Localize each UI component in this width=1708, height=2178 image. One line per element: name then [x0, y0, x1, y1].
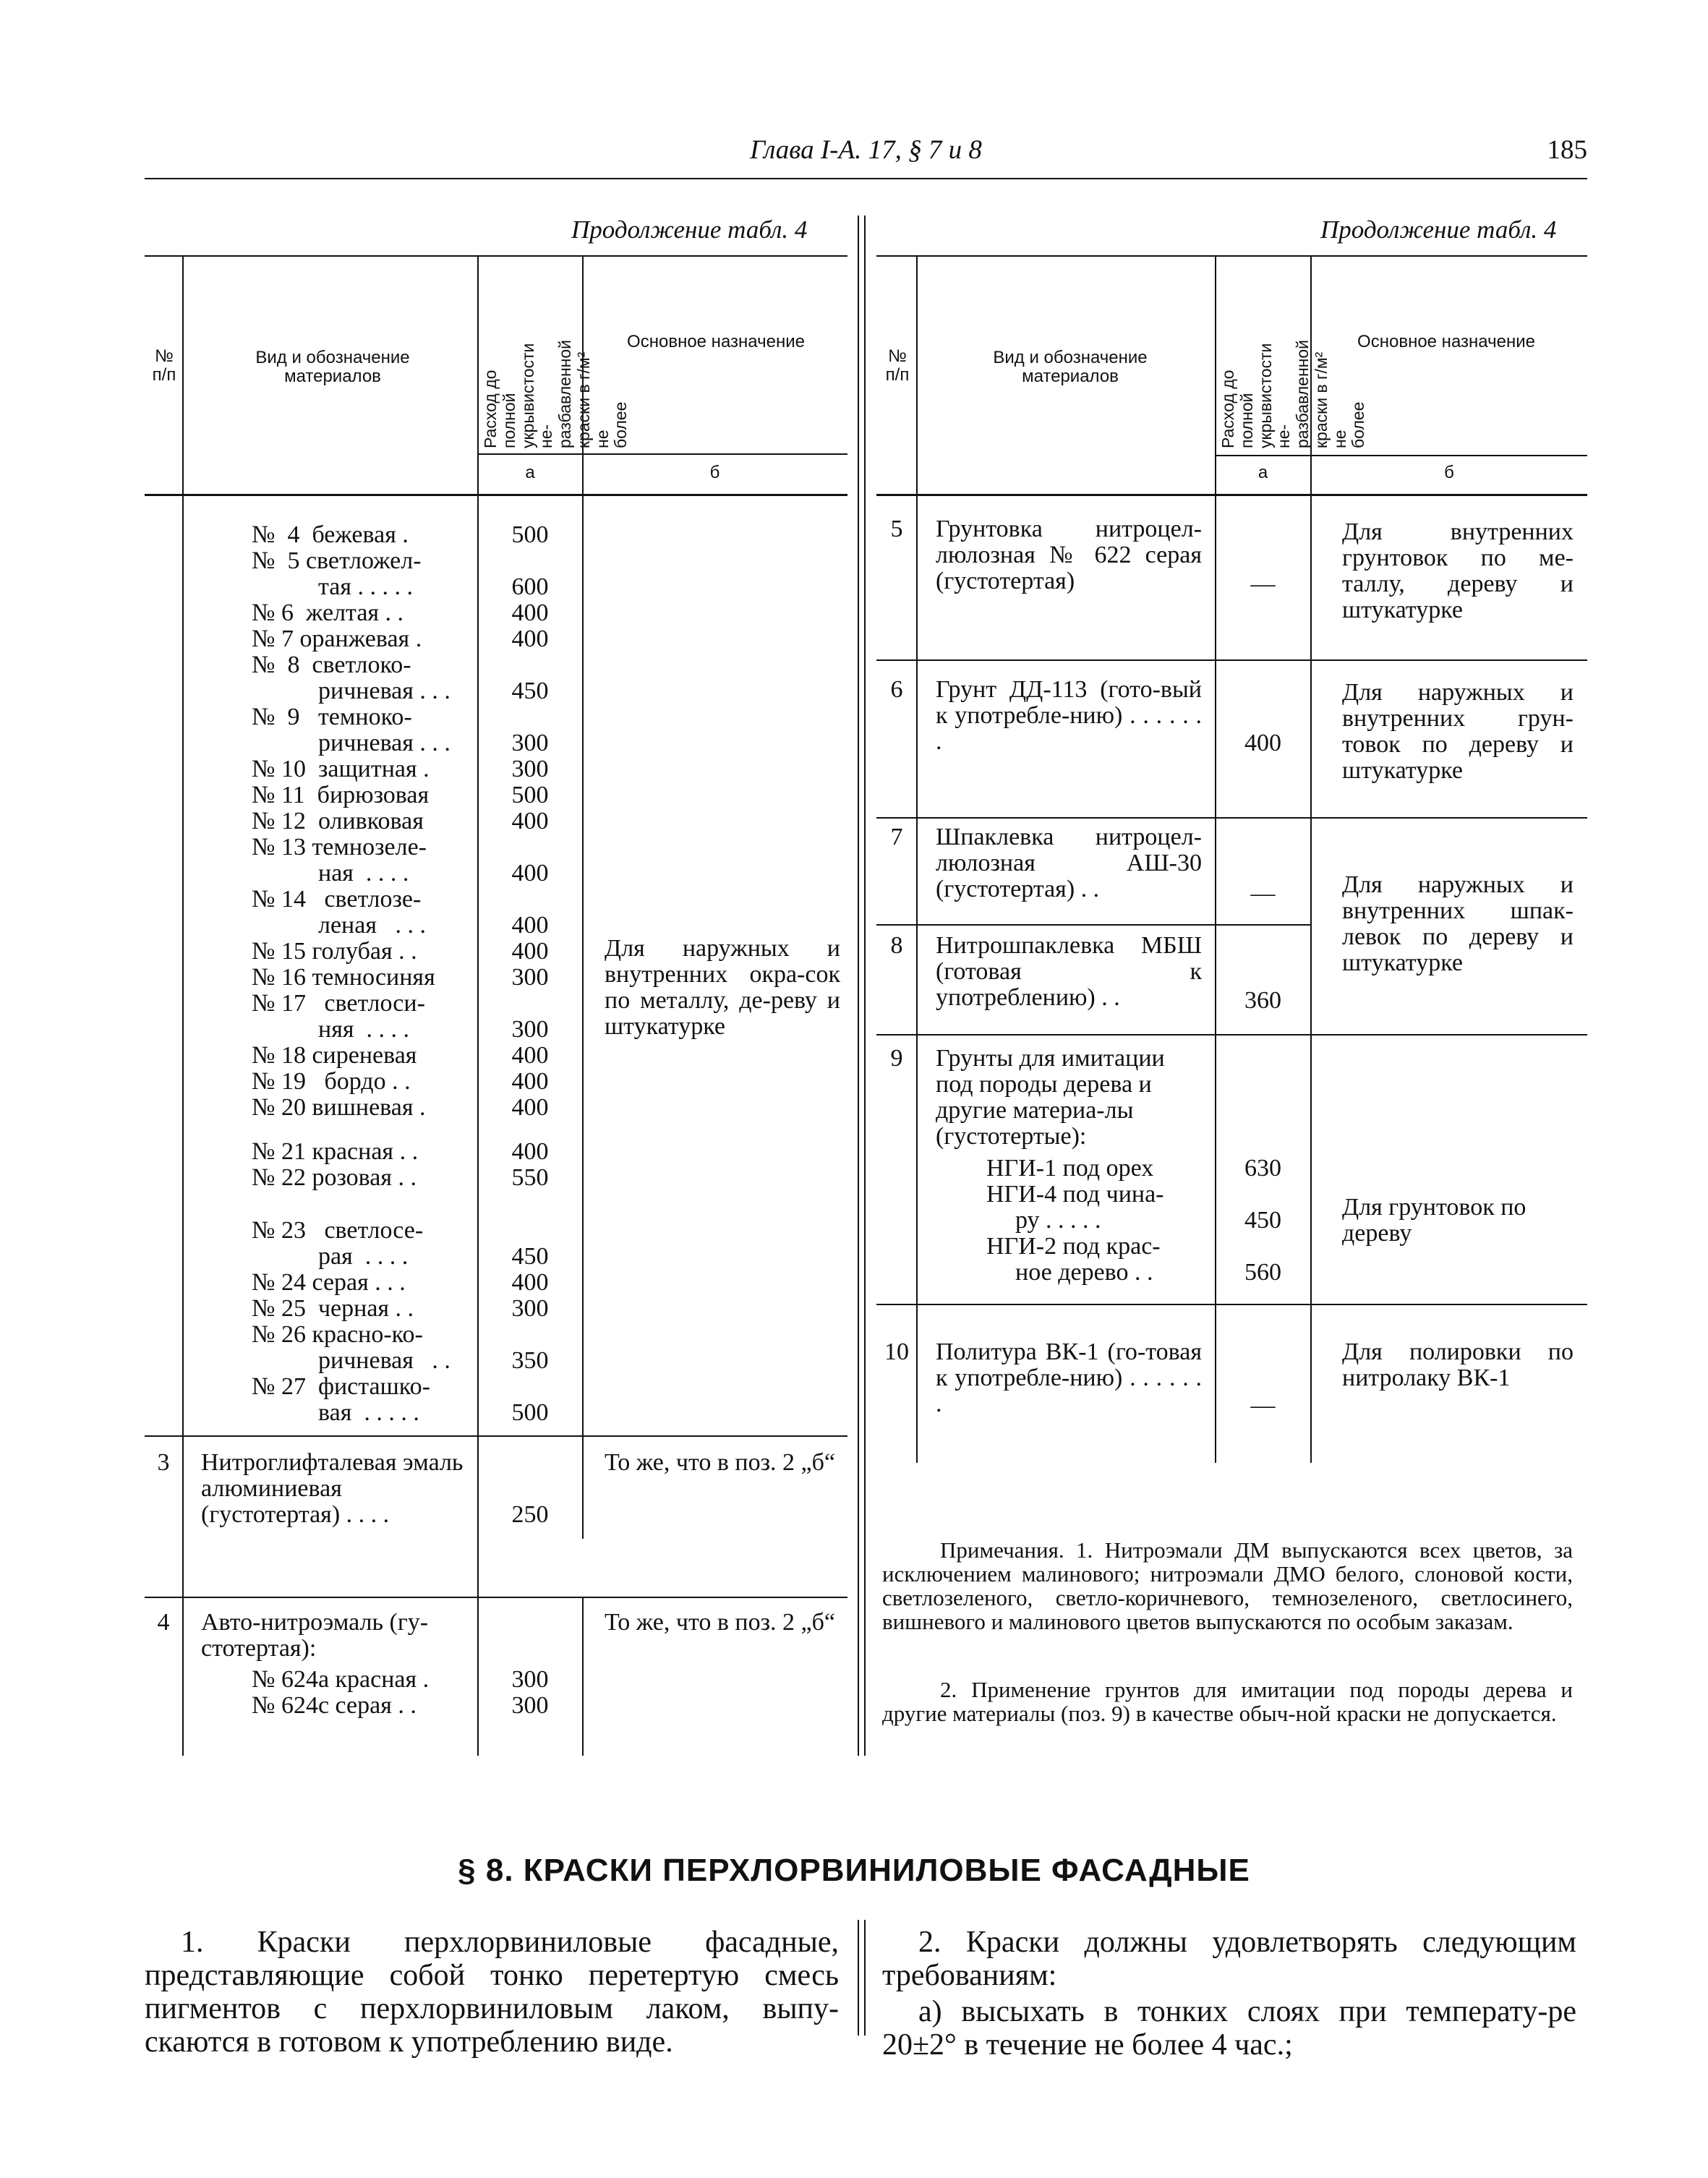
color-item: вая . . . . .: [318, 1399, 419, 1426]
note-2: 2. Применение грунтов для имитации под породы дерева и другие материалы (поз. 9) в качестве обыч-ной краски не допускается.: [882, 1677, 1573, 1726]
col-header-num: № п/п: [152, 346, 176, 385]
color-item: № 7 оранжевая .: [252, 625, 422, 652]
header-rule: [145, 178, 1587, 179]
rate-value: 400: [511, 808, 549, 834]
center-divider: [864, 215, 866, 1756]
rate-value: 400: [511, 938, 549, 965]
color-item: № 11 бирюзовая: [252, 782, 430, 808]
color-item: ричневая . . .: [318, 678, 451, 704]
section-paragraph-2a: а) высыхать в тонких слоях при температу-ре 20±2° в течение не более 4 час.;: [882, 1995, 1576, 2062]
col-header-purpose: Основное назначение: [1357, 332, 1535, 351]
row-material: Грунты для имитации под породы дерева и другие материа-лы (густотертые):: [936, 1045, 1165, 1150]
color-item: № 24 серая . . .: [252, 1269, 406, 1296]
col-rule: [182, 255, 184, 1756]
section-title: § 8. КРАСКИ ПЕРХЛОРВИНИЛОВЫЕ ФАСАДНЫЕ: [458, 1853, 1250, 1888]
col-rule: [582, 1597, 584, 1756]
row-material: Грунтовка нитроцел-люлозная № 622 серая (густотертая): [936, 516, 1202, 594]
color-item: № 25 черная . .: [252, 1295, 414, 1322]
rate-value: 360: [1244, 987, 1281, 1014]
continuation-right: Продолжение табл. 4: [1320, 215, 1557, 244]
color-item: № 19 бордо . .: [252, 1068, 411, 1095]
rate-value: 450: [511, 678, 549, 704]
color-item: № 27 фисташко-: [252, 1373, 430, 1400]
sub-header-b: б: [1444, 463, 1454, 482]
col-header-material: Вид и обозначение материалов: [255, 348, 410, 387]
rate-value: 500: [511, 1399, 549, 1426]
rate-value: 400: [511, 599, 549, 626]
rate-value: 560: [1244, 1259, 1281, 1286]
row-number: 7: [890, 824, 903, 850]
row-number: 8: [890, 932, 903, 959]
row-purpose: Для наружных и внутренних шпак-левок по дереву и штукатурке: [1342, 871, 1574, 976]
color-item: № 17 светлоси-: [252, 990, 425, 1017]
row-material: Политура ВК-1 (го-товая к употребле-нию) . . . . . . .: [936, 1338, 1202, 1417]
row-material: Авто-нитроэмаль (гу-стотертая):: [201, 1609, 429, 1662]
row-purpose: То же, что в поз. 2 „б“: [605, 1449, 836, 1476]
color-item: ричневая . . .: [318, 730, 451, 756]
rate-value: 600: [511, 573, 549, 600]
rate-value: 550: [511, 1164, 549, 1191]
colors-purpose: Для наружных и внутренних окра-сок по металлу, де-реву и штукатурке: [605, 935, 840, 1040]
rate-value: —: [1250, 880, 1276, 907]
rate-value: 300: [511, 1016, 549, 1043]
column-divider: [858, 1920, 859, 2036]
sub-header-a: а: [525, 463, 535, 482]
table-sub-rule: [477, 453, 847, 455]
rate-value: —: [1250, 571, 1276, 597]
color-item: № 9 темноко-: [252, 704, 412, 730]
rate-value: 300: [511, 730, 549, 756]
color-item: № 22 розовая . .: [252, 1164, 417, 1191]
table-header-rule: [145, 494, 847, 496]
rate-value: 450: [1244, 1207, 1281, 1234]
rate-value: 400: [511, 1269, 549, 1296]
color-item: ная . . . .: [318, 860, 409, 887]
rate-value: 400: [511, 625, 549, 652]
rate-value: 300: [511, 1692, 549, 1719]
col-header-purpose: Основное назначение: [627, 332, 805, 351]
row-purpose: Для наружных и внутренних грун-товок по дереву и штукатурке: [1342, 679, 1574, 784]
row-rule: [876, 924, 1310, 926]
color-item: № 13 темнозеле-: [252, 834, 427, 860]
color-item: № 21 красная . .: [252, 1138, 419, 1165]
rate-value: —: [1250, 1392, 1276, 1419]
note-1: Примечания. 1. Нитроэмали ДМ выпускаются всех цветов, за исключением малинового; нитроэмали ДМО белого, слоновой кости, светлозеленого, светло-коричневого, темнозеленого, светлосинего, вишневого и малинового цветов выпускаются по особым заказам.: [882, 1537, 1573, 1634]
color-item: № 12 оливковая: [252, 808, 424, 834]
color-item: № 4 бежевая .: [252, 521, 409, 548]
rate-value: 500: [511, 521, 549, 548]
row-purpose: То же, что в поз. 2 „б“: [605, 1609, 836, 1636]
rate-value: 350: [511, 1347, 549, 1374]
row-number: 3: [157, 1449, 170, 1476]
color-item: рая . . . .: [318, 1243, 409, 1270]
section-paragraph-1: 1. Краски перхлорвиниловые фасадные, представляющие собой тонко перетертую смесь пигментов с перхлорвиниловым лаком, выпу-скаются в готовом к употреблению виде.: [145, 1926, 839, 2059]
rate-value: 450: [511, 1243, 549, 1270]
color-item: № 8 светлоко-: [252, 652, 411, 678]
rate-value: 400: [511, 1068, 549, 1095]
row-subitem: № 624с серая . .: [252, 1692, 417, 1719]
rate-value: 300: [511, 756, 549, 782]
sub-header-a: а: [1257, 463, 1268, 482]
sub-header-b: б: [709, 463, 720, 482]
rate-value: 300: [511, 1295, 549, 1322]
row-subitem: ное дерево . .: [1015, 1259, 1153, 1286]
row-material: Нитрошпаклевка МБШ (готовая к употреблению) . .: [936, 932, 1202, 1011]
col-header-material: Вид и обозначение материалов: [993, 348, 1148, 387]
color-item: тая . . . . .: [318, 573, 414, 600]
color-item: ричневая . .: [318, 1347, 451, 1374]
row-rule: [876, 659, 1587, 661]
running-header: [145, 134, 1587, 169]
rate-value: 400: [511, 1042, 549, 1069]
rate-value: 400: [511, 1094, 549, 1121]
row-number: 9: [890, 1045, 903, 1072]
rate-value: 630: [1244, 1155, 1281, 1182]
row-material: Нитроглифталевая эмаль алюминиевая (густотертая) . . . .: [201, 1449, 464, 1528]
color-item: № 18 сиреневая: [252, 1042, 417, 1069]
color-item: № 5 светложел-: [252, 547, 422, 574]
row-purpose: Для внутренних грунтовок по ме-таллу, дереву и штукатурке: [1342, 518, 1574, 623]
rate-value: 400: [511, 912, 549, 939]
row-rule: [876, 1034, 1587, 1035]
rate-value: 300: [511, 1666, 549, 1693]
col-header-num: № п/п: [885, 346, 910, 385]
table-header-rule: [876, 494, 1587, 496]
row-subitem: ру . . . . .: [1015, 1207, 1101, 1234]
color-item: № 16 темносиняя: [252, 964, 435, 991]
row-number: 6: [890, 676, 903, 703]
col-rule: [916, 255, 918, 1463]
table-top-rule: [876, 255, 1587, 257]
row-number: 4: [157, 1609, 170, 1636]
row-material: Шпаклевка нитроцел-люлозная АШ-30 (густотертая) . .: [936, 824, 1202, 902]
color-item: № 26 красно-ко-: [252, 1321, 423, 1348]
rate-value: 400: [511, 1138, 549, 1165]
table-top-rule: [145, 255, 847, 257]
row-subitem: НГИ-2 под крас-: [986, 1233, 1161, 1260]
row-material: Грунт ДД-113 (гото-вый к употребле-нию) . . . . . . .: [936, 676, 1202, 755]
color-item: леная . . .: [318, 912, 426, 939]
table-sub-rule: [1215, 455, 1587, 456]
rate-value: 400: [511, 860, 549, 887]
color-item: № 15 голубая . .: [252, 938, 417, 965]
continuation-left: Продолжение табл. 4: [571, 215, 808, 244]
color-item: няя . . . .: [318, 1016, 409, 1043]
color-item: № 20 вишневая .: [252, 1094, 426, 1121]
color-item: № 6 желтая . .: [252, 599, 404, 626]
row-rule: [145, 1435, 847, 1437]
section-paragraph-2: 2. Краски должны удовлетворять следующим требованиям:: [882, 1926, 1576, 1992]
row-subitem: НГИ-1 под орех: [986, 1155, 1154, 1182]
row-number: 10: [884, 1338, 909, 1365]
rate-value: 400: [1244, 730, 1281, 756]
row-purpose: Для полировки по нитролаку ВК-1: [1342, 1338, 1574, 1391]
chapter-title: Глава I-А. 17, § 7 и 8: [750, 135, 982, 165]
rate-value: 250: [511, 1501, 549, 1528]
row-subitem: № 624а красная .: [252, 1666, 430, 1693]
page-number: 185: [1547, 135, 1587, 165]
row-purpose: Для грунтовок по дереву: [1342, 1194, 1526, 1247]
rate-value: 300: [511, 964, 549, 991]
row-rule: [876, 817, 1587, 819]
rate-value: 500: [511, 782, 549, 808]
row-number: 5: [890, 516, 903, 542]
color-item: № 10 защитная .: [252, 756, 430, 782]
color-item: № 23 светлосе-: [252, 1217, 424, 1244]
row-rule: [145, 1597, 847, 1598]
column-divider: [864, 1920, 866, 2036]
row-subitem: НГИ-4 под чина-: [986, 1181, 1164, 1208]
center-divider: [858, 215, 859, 1756]
row-rule: [876, 1304, 1587, 1305]
color-item: № 14 светлозе-: [252, 886, 422, 913]
